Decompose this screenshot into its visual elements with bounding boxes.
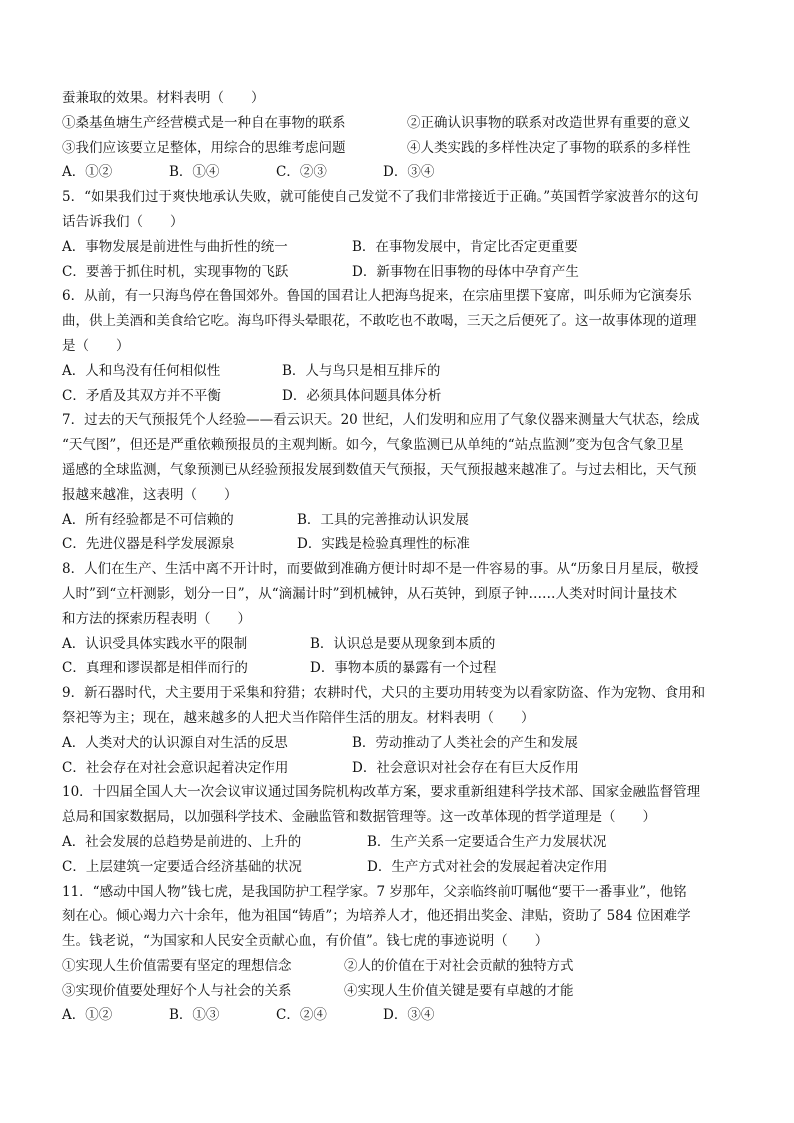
q9-options-row-2 — [62, 756, 742, 781]
q7-option-d: D．实践是检验真理性的标准 — [297, 536, 470, 553]
q5-option-c: C．要善于抓住时机，实现事物的飞跃 — [62, 263, 289, 280]
q5-stem-line-2: 话告诉我们（ ） — [62, 213, 184, 230]
q6-options-row-1 — [62, 359, 742, 384]
q7-options-row-1 — [62, 508, 742, 533]
q7-option-a: A．所有经验都是不可信赖的 — [62, 511, 234, 528]
q10-option-a: A．社会发展的总趋势是前进的、上升的 — [62, 833, 302, 850]
q4-statements-row-2 — [62, 136, 742, 161]
q8-option-d: D．事物本质的暴露有一个过程 — [310, 660, 497, 677]
q11-stem-line-1: 11．“感动中国人物”钱七虎，是我国防护工程学家。7 岁那年，父亲临终前叮嘱他“要干一番事业”，他铭 — [62, 883, 687, 900]
q6-stem-line-1: 6．从前，有一只海鸟停在鲁国郊外。鲁国的国君让人把海鸟捉来，在宗庙里摆下宴席，叫乐师为它演奏乐 — [62, 288, 692, 305]
exam-page — [62, 86, 742, 1028]
q8-option-c: C．真理和谬误都是相伴而行的 — [62, 660, 248, 677]
q5-option-b: B．在事物发展中，肯定比否定更重要 — [352, 238, 578, 255]
q10-stem-line-1: 10．十四届全国人大一次会议审议通过国务院机构改革方案，要求重新组建科学技术部、国家金融监督管理 — [62, 784, 701, 801]
q4-options — [62, 160, 742, 185]
q11-statement-1: ①实现人生价值需要有坚定的理想信念 — [62, 957, 292, 974]
q11-statements-row-2 — [62, 979, 742, 1004]
q8-options-row-1 — [62, 632, 742, 657]
q5-options-row-2 — [62, 260, 742, 285]
q8-stem-line-1: 8．人们在生产、生活中离不开计时，而要做到准确方便计时却不是一件容易的事。从“历象日月星辰，敬授 — [62, 561, 699, 578]
q7-stem-line-1: 7．过去的天气预报凭个人经验——看云识天。20 世纪，人们发明和应用了气象仪器来测量大气状态，绘成 — [62, 412, 700, 429]
q9-option-a: A．人类对犬的认识源自对生活的反思 — [62, 734, 288, 751]
q11-option-a: A．①② — [62, 1007, 113, 1024]
q9-stem-line-2: 祭祀等为主；现在，越来越多的人把犬当作陪伴生活的朋友。材料表明（ ） — [62, 709, 535, 726]
q4-option-d: D．③④ — [383, 164, 435, 181]
q4-option-b: B．①④ — [169, 164, 220, 181]
q7-stem-line-2: “天气图”，但还是严重依赖预报员的主观判断。如今，气象监测已从单纯的“站点监测”变为包含气象卫星 — [62, 437, 684, 454]
q10-options-row-2 — [62, 855, 742, 880]
q5-option-d: D．新事物在旧事物的母体中孕育产生 — [352, 263, 579, 280]
q7-options-row-2 — [62, 532, 742, 557]
q8-option-b: B．认识总是要从现象到本质的 — [310, 635, 496, 652]
q4-statement-3: ③我们应该要立足整体，用综合的思维考虑问题 — [62, 139, 346, 156]
q11-stem-line-2: 刻在心。倾心竭力六十余年，他为祖国“铸盾”；为培养人才，他还捐出奖金、津贴，资助了 584 位困难学 — [62, 908, 691, 925]
q4-option-a: A．①② — [62, 164, 113, 181]
q5-stem-line-1: 5．“如果我们过于爽快地承认失败，就可能使自己发觉不了我们非常接近于正确。”英国哲学家波普尔的这句 — [62, 189, 699, 206]
q10-option-b: B．生产关系一定要适合生产力发展状况 — [367, 833, 607, 850]
q8-options-row-2 — [62, 656, 742, 681]
q8-stem-line-3: 和方法的探索历程表明（ ） — [62, 610, 251, 627]
q5-options-row-1 — [62, 235, 742, 260]
q9-option-c: C．社会存在对社会意识起着决定作用 — [62, 759, 289, 776]
q11-option-d: D．③④ — [383, 1007, 435, 1024]
q6-options-row-2 — [62, 384, 742, 409]
q6-stem-line-3: 是（ ） — [62, 337, 130, 354]
q9-stem-line-1: 9．新石器时代，犬主要用于采集和狩猎；农耕时代，犬只的主要功用转变为以看家防盗、作为宠物、食用和 — [62, 685, 706, 702]
q8-option-a: A．认识受具体实践水平的限制 — [62, 635, 248, 652]
q11-statement-4: ④实现人生价值关键是要有卓越的才能 — [344, 982, 574, 999]
q6-option-a: A．人和鸟没有任何相似性 — [62, 362, 221, 379]
q6-option-c: C．矛盾及其双方并不平衡 — [62, 387, 221, 404]
q9-option-d: D．社会意识对社会存在有巨大反作用 — [352, 759, 579, 776]
q4-statement-2: ②正确认识事物的联系对改造世界有重要的意义 — [407, 114, 691, 131]
q7-stem-line-4: 报越来越准，这表明（ ） — [62, 486, 238, 503]
q4-statement-1: ①桑基鱼塘生产经营模式是一种自在事物的联系 — [62, 114, 346, 131]
q11-options — [62, 1003, 742, 1028]
q6-option-d: D．必须具体问题具体分析 — [282, 387, 442, 404]
q11-option-b: B．①③ — [169, 1007, 220, 1024]
q7-stem-line-3: 遥感的全球监测，气象预测已从经验预报发展到数值天气预报，天气预报越来越准了。与过去相比，天气预 — [62, 461, 697, 478]
q11-stem-line-3: 生。钱老说，“为国家和人民安全贡献心血，有价值”。钱七虎的事迹说明（ ） — [62, 933, 549, 950]
q11-option-c: C．②④ — [276, 1007, 327, 1024]
q4-option-c: C．②③ — [276, 164, 327, 181]
q7-option-c: C．先进仪器是科学发展源泉 — [62, 536, 235, 553]
q10-option-d: D．生产方式对社会的发展起着决定作用 — [367, 858, 608, 875]
q5-option-a: A．事物发展是前进性与曲折性的统一 — [62, 238, 288, 255]
q11-statements-row-1 — [62, 954, 742, 979]
q10-option-c: C．上层建筑一定要适合经济基础的状况 — [62, 858, 302, 875]
q11-statement-3: ③实现价值要处理好个人与社会的关系 — [62, 982, 292, 999]
q7-option-b: B．工具的完善推动认识发展 — [297, 511, 469, 528]
q8-stem-line-2: 人时”到“立杆测影，划分一日”，从“滴漏计时”到机械钟，从石英钟，到原子钟……人类对时间计量技术 — [62, 585, 678, 602]
q11-statement-2: ②人的价值在于对社会贡献的独特方式 — [344, 957, 574, 974]
q9-option-b: B．劳动推动了人类社会的产生和发展 — [352, 734, 578, 751]
q4-statements-row-1 — [62, 111, 742, 136]
q6-option-b: B．人与鸟只是相互排斥的 — [282, 362, 441, 379]
q4-stem: 蚕兼取的效果。材料表明（ ） — [62, 90, 265, 106]
q10-options-row-1 — [62, 830, 742, 855]
q10-stem-line-2: 总局和国家数据局，以加强科学技术、金融监管和数据管理等。这一改革体现的哲学道理是（ ） — [62, 809, 656, 826]
q6-stem-line-2: 曲，供上美酒和美食给它吃。海鸟吓得头晕眼花，不敢吃也不敢喝，三天之后便死了。这一故事体现的道理 — [62, 313, 697, 330]
q4-statement-4: ④人类实践的多样性决定了事物的联系的多样性 — [407, 139, 691, 156]
q9-options-row-1 — [62, 731, 742, 756]
